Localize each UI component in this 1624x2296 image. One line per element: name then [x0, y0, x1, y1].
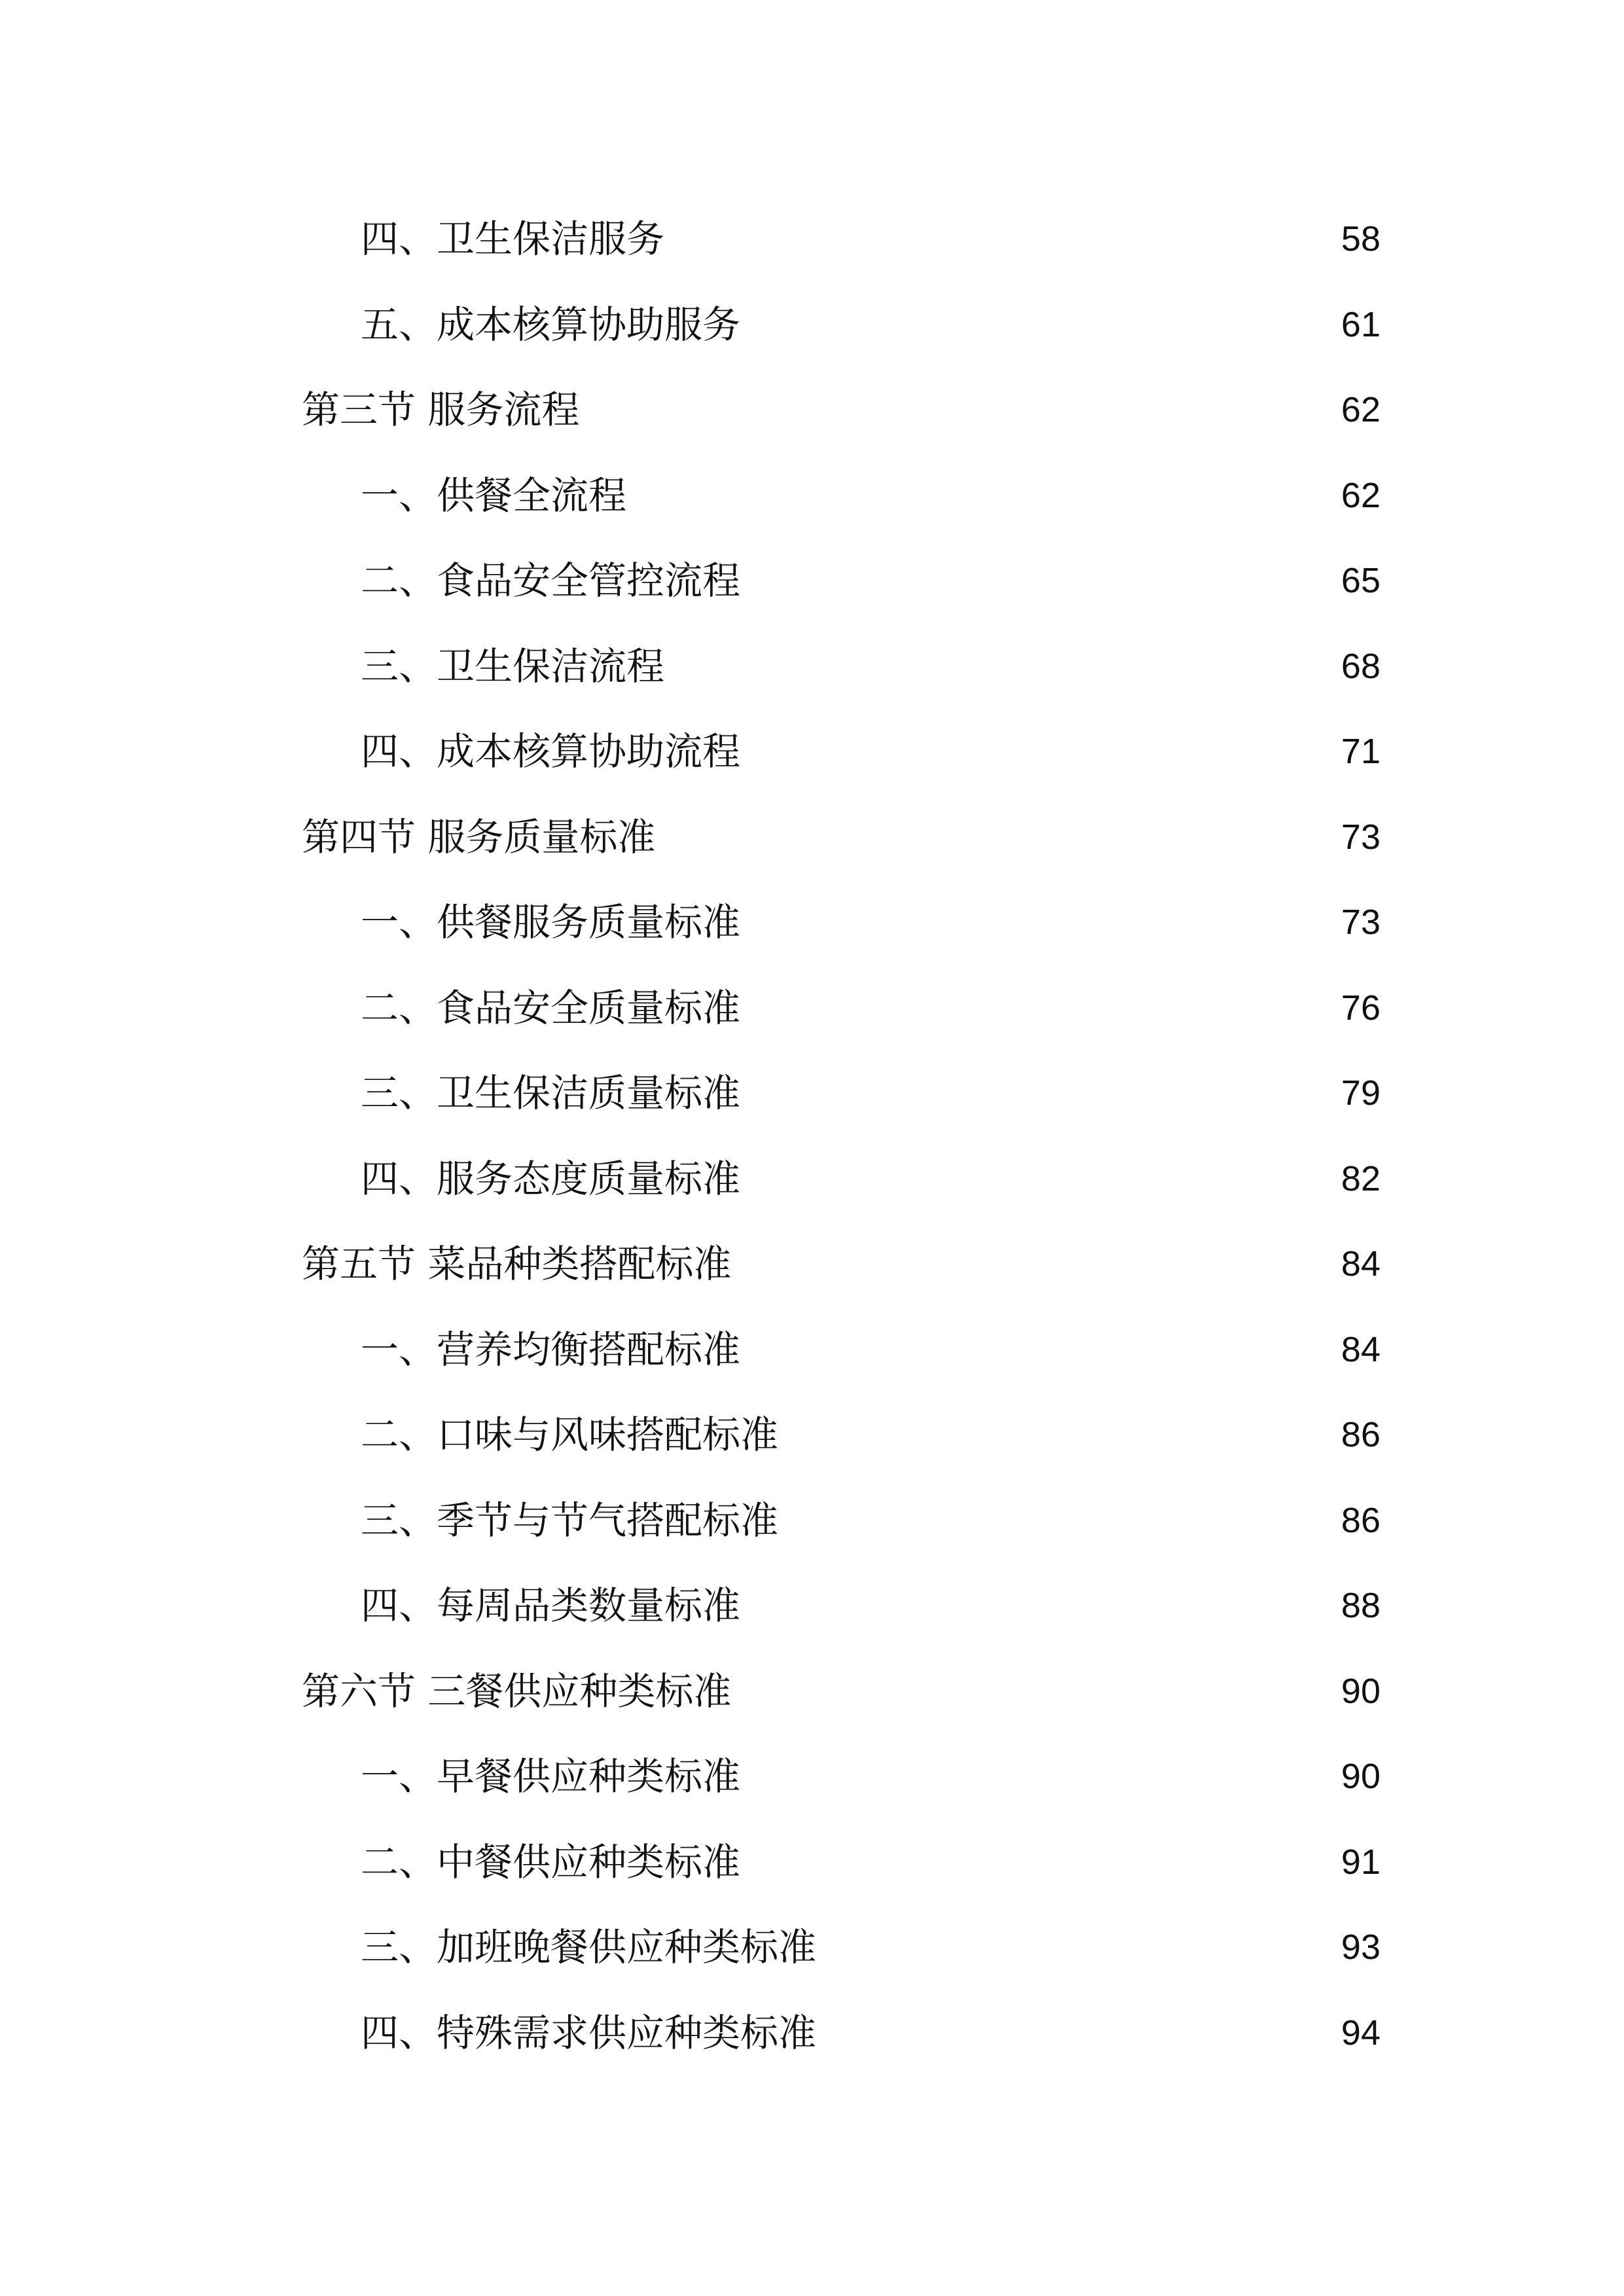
toc-entry-title: 二、食品安全管控流程 [361, 558, 741, 603]
toc-entry-page-number: 88 [1341, 1586, 1380, 1625]
toc-subsection-entry[interactable] [0, 880, 1624, 965]
toc-section-entry[interactable] [0, 1221, 1624, 1307]
toc-subsection-entry[interactable] [0, 282, 1624, 368]
toc-entry-page-number: 62 [1341, 475, 1380, 515]
toc-entry-page-number: 62 [1341, 390, 1380, 429]
toc-subsection-entry[interactable] [0, 1307, 1624, 1393]
toc-subsection-entry[interactable] [0, 1734, 1624, 1820]
toc-section-entry[interactable] [0, 367, 1624, 453]
toc-entry-page-number: 84 [1341, 1244, 1380, 1283]
toc-entry-page-number: 73 [1341, 903, 1380, 942]
toc-subsection-entry[interactable] [0, 624, 1624, 709]
toc-entry-page-number: 76 [1341, 988, 1380, 1028]
toc-entry-page-number: 65 [1341, 561, 1380, 600]
toc-entry-page-number: 91 [1341, 1842, 1380, 1882]
toc-entry-page-number: 93 [1341, 1928, 1380, 1967]
toc-entry-page-number: 90 [1341, 1671, 1380, 1711]
toc-entry-title: 三、季节与节气搭配标准 [361, 1498, 779, 1543]
toc-entry-page-number: 82 [1341, 1158, 1380, 1198]
toc-entry-title: 第六节 三餐供应种类标准 [302, 1668, 732, 1713]
toc-entry-page-number: 73 [1341, 817, 1380, 857]
toc-entry-title: 一、供餐服务质量标准 [361, 900, 741, 944]
toc-subsection-entry[interactable] [0, 196, 1624, 282]
toc-subsection-entry[interactable] [0, 709, 1624, 795]
toc-subsection-entry[interactable] [0, 1990, 1624, 2076]
toc-entry-title: 四、卫生保洁服务 [361, 217, 665, 261]
toc-entry-page-number: 68 [1341, 646, 1380, 686]
toc-entry-page-number: 94 [1341, 2013, 1380, 2053]
toc-entry-title: 四、成本核算协助流程 [361, 729, 741, 774]
toc-entry-page-number: 86 [1341, 1500, 1380, 1540]
table-of-contents [0, 196, 1624, 2075]
toc-entry-title: 第五节 菜品种类搭配标准 [302, 1242, 732, 1286]
toc-entry-title: 一、早餐供应种类标准 [361, 1754, 741, 1799]
toc-subsection-entry[interactable] [0, 1478, 1624, 1564]
toc-entry-title: 第三节 服务流程 [302, 387, 580, 432]
toc-entry-title: 四、服务态度质量标准 [361, 1156, 741, 1201]
toc-entry-title: 三、加班晚餐供应种类标准 [361, 1925, 817, 1969]
toc-section-entry[interactable] [0, 795, 1624, 880]
toc-subsection-entry[interactable] [0, 538, 1624, 624]
toc-entry-page-number: 90 [1341, 1757, 1380, 1796]
toc-subsection-entry[interactable] [0, 1050, 1624, 1136]
toc-subsection-entry[interactable] [0, 1905, 1624, 1990]
toc-entry-title: 二、口味与风味搭配标准 [361, 1412, 779, 1457]
toc-subsection-entry[interactable] [0, 1820, 1624, 1905]
toc-subsection-entry[interactable] [0, 1392, 1624, 1478]
toc-subsection-entry[interactable] [0, 1563, 1624, 1649]
toc-entry-title: 二、食品安全质量标准 [361, 985, 741, 1030]
toc-entry-title: 四、特殊需求供应种类标准 [361, 2010, 817, 2055]
toc-entry-title: 一、供餐全流程 [361, 473, 627, 518]
toc-subsection-entry[interactable] [0, 453, 1624, 539]
toc-entry-page-number: 58 [1341, 219, 1380, 259]
toc-entry-title: 三、卫生保洁流程 [361, 643, 665, 689]
toc-entry-title: 五、成本核算协助服务 [361, 302, 741, 347]
toc-entry-page-number: 61 [1341, 304, 1380, 344]
toc-entry-title: 第四节 服务质量标准 [302, 814, 656, 859]
toc-subsection-entry[interactable] [0, 965, 1624, 1051]
toc-subsection-entry[interactable] [0, 1136, 1624, 1222]
toc-entry-title: 三、卫生保洁质量标准 [361, 1071, 741, 1115]
toc-entry-title: 四、每周品类数量标准 [361, 1583, 741, 1628]
toc-entry-page-number: 79 [1341, 1073, 1380, 1113]
toc-entry-page-number: 71 [1341, 732, 1380, 771]
toc-section-entry[interactable] [0, 1649, 1624, 1734]
toc-entry-page-number: 86 [1341, 1415, 1380, 1454]
toc-entry-page-number: 84 [1341, 1329, 1380, 1369]
toc-entry-title: 一、营养均衡搭配标准 [361, 1327, 741, 1372]
toc-entry-title: 二、中餐供应种类标准 [361, 1839, 741, 1884]
